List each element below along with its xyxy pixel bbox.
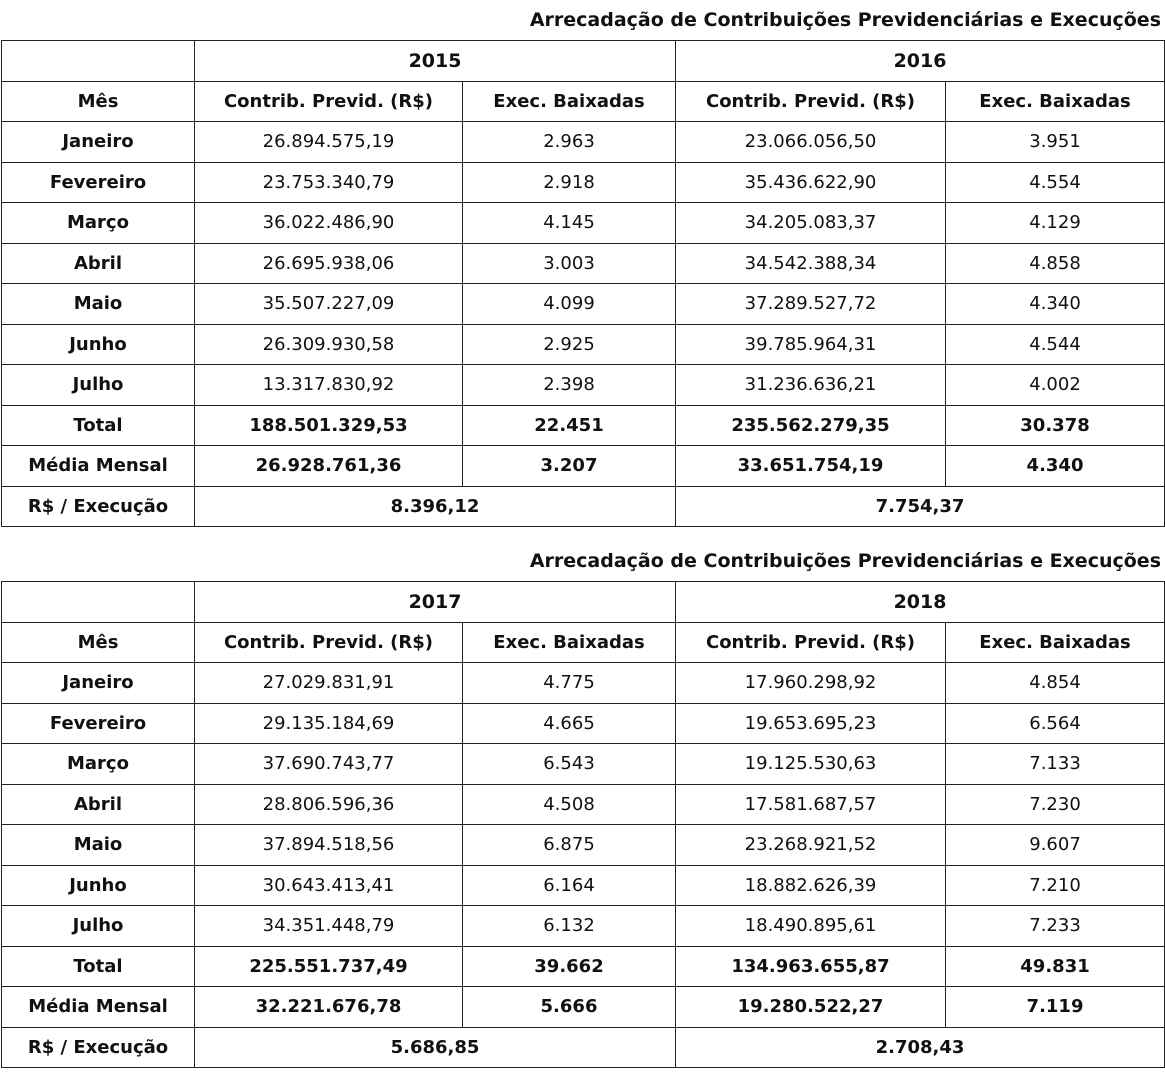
month-cell: Junho: [2, 324, 195, 365]
month-column-header: Mês: [2, 622, 195, 663]
exec-column-header: Exec. Baixadas: [463, 622, 676, 663]
total-label: Total: [2, 405, 195, 446]
exec-cell: 4.858: [946, 243, 1165, 284]
contrib-cell: 17.960.298,92: [676, 663, 946, 704]
ratio-row: [2, 1027, 1165, 1068]
ratio-value-cell: 5.686,85: [195, 1027, 676, 1068]
total-row: [2, 946, 1165, 987]
contrib-cell: 17.581.687,57: [676, 784, 946, 825]
table-row: [2, 122, 1165, 163]
contrib-cell: 23.753.340,79: [195, 162, 463, 203]
total-contrib-cell: 188.501.329,53: [195, 405, 463, 446]
exec-cell: 2.398: [463, 365, 676, 406]
month-cell: Abril: [2, 784, 195, 825]
exec-cell: 6.875: [463, 825, 676, 866]
table-block-2017-2018: [0, 541, 1165, 1068]
monthly-average-label: Média Mensal: [2, 446, 195, 487]
contrib-cell: 34.542.388,34: [676, 243, 946, 284]
total-exec-cell: 30.378: [946, 405, 1165, 446]
year-header: 2018: [676, 582, 1165, 623]
year-header-row: [2, 582, 1165, 623]
contrib-cell: 30.643.413,41: [195, 865, 463, 906]
total-exec-cell: 49.831: [946, 946, 1165, 987]
table-row: [2, 663, 1165, 704]
contrib-cell: 37.894.518,56: [195, 825, 463, 866]
table-row: [2, 825, 1165, 866]
table-row: [2, 162, 1165, 203]
exec-cell: 4.129: [946, 203, 1165, 244]
ratio-label: R$ / Execução: [2, 1027, 195, 1068]
exec-cell: 6.543: [463, 744, 676, 785]
total-exec-cell: 22.451: [463, 405, 676, 446]
month-cell: Janeiro: [2, 122, 195, 163]
average-exec-cell: 5.666: [463, 987, 676, 1028]
contrib-cell: 18.882.626,39: [676, 865, 946, 906]
contrib-cell: 26.695.938,06: [195, 243, 463, 284]
table-row: [2, 906, 1165, 947]
contrib-cell: 18.490.895,61: [676, 906, 946, 947]
table-row: [2, 865, 1165, 906]
exec-cell: 7.210: [946, 865, 1165, 906]
contrib-cell: 35.507.227,09: [195, 284, 463, 325]
ratio-value-cell: 2.708,43: [676, 1027, 1165, 1068]
exec-cell: 2.963: [463, 122, 676, 163]
column-header-row: [2, 81, 1165, 122]
month-cell: Março: [2, 203, 195, 244]
contrib-cell: 27.029.831,91: [195, 663, 463, 704]
table-row: [2, 365, 1165, 406]
exec-cell: 4.775: [463, 663, 676, 704]
total-contrib-cell: 235.562.279,35: [676, 405, 946, 446]
exec-cell: 7.230: [946, 784, 1165, 825]
exec-cell: 4.508: [463, 784, 676, 825]
month-cell: Janeiro: [2, 663, 195, 704]
exec-column-header: Exec. Baixadas: [946, 81, 1165, 122]
average-contrib-cell: 19.280.522,27: [676, 987, 946, 1028]
contrib-cell: 36.022.486,90: [195, 203, 463, 244]
contrib-column-header: Contrib. Previd. (R$): [676, 81, 946, 122]
contrib-cell: 26.309.930,58: [195, 324, 463, 365]
exec-cell: 3.951: [946, 122, 1165, 163]
month-cell: Abril: [2, 243, 195, 284]
exec-cell: 3.003: [463, 243, 676, 284]
month-cell: Junho: [2, 865, 195, 906]
exec-cell: 4.665: [463, 703, 676, 744]
exec-cell: 4.554: [946, 162, 1165, 203]
contrib-cell: 26.894.575,19: [195, 122, 463, 163]
contrib-column-header: Contrib. Previd. (R$): [195, 81, 463, 122]
average-exec-cell: 4.340: [946, 446, 1165, 487]
contrib-cell: 23.066.056,50: [676, 122, 946, 163]
month-cell: Maio: [2, 284, 195, 325]
contrib-cell: 37.690.743,77: [195, 744, 463, 785]
exec-cell: 4.099: [463, 284, 676, 325]
monthly-average-row: [2, 987, 1165, 1028]
monthly-average-label: Média Mensal: [2, 987, 195, 1028]
year-header: 2016: [676, 41, 1165, 82]
total-contrib-cell: 134.963.655,87: [676, 946, 946, 987]
contrib-cell: 28.806.596,36: [195, 784, 463, 825]
exec-column-header: Exec. Baixadas: [946, 622, 1165, 663]
exec-cell: 6.164: [463, 865, 676, 906]
table-row: [2, 243, 1165, 284]
year-header-row: [2, 41, 1165, 82]
contrib-cell: 34.351.448,79: [195, 906, 463, 947]
month-cell: Fevereiro: [2, 703, 195, 744]
exec-cell: 4.002: [946, 365, 1165, 406]
exec-cell: 2.925: [463, 324, 676, 365]
average-contrib-cell: 32.221.676,78: [195, 987, 463, 1028]
ratio-label: R$ / Execução: [2, 486, 195, 527]
table-row: [2, 744, 1165, 785]
contrib-column-header: Contrib. Previd. (R$): [195, 622, 463, 663]
average-contrib-cell: 26.928.761,36: [195, 446, 463, 487]
exec-cell: 9.607: [946, 825, 1165, 866]
total-row: [2, 405, 1165, 446]
contrib-column-header: Contrib. Previd. (R$): [676, 622, 946, 663]
exec-cell: 4.145: [463, 203, 676, 244]
contrib-cell: 39.785.964,31: [676, 324, 946, 365]
empty-corner-cell: [2, 41, 195, 82]
column-header-row: [2, 622, 1165, 663]
contrib-cell: 19.125.530,63: [676, 744, 946, 785]
contrib-cell: 35.436.622,90: [676, 162, 946, 203]
month-cell: Março: [2, 744, 195, 785]
ratio-value-cell: 8.396,12: [195, 486, 676, 527]
average-exec-cell: 7.119: [946, 987, 1165, 1028]
exec-cell: 4.544: [946, 324, 1165, 365]
month-column-header: Mês: [2, 81, 195, 122]
table-row: [2, 703, 1165, 744]
month-cell: Maio: [2, 825, 195, 866]
table-title: Arrecadação de Contribuições Previdenciárias e Execuções: [529, 9, 1161, 31]
contrib-cell: 34.205.083,37: [676, 203, 946, 244]
exec-cell: 6.564: [946, 703, 1165, 744]
total-exec-cell: 39.662: [463, 946, 676, 987]
ratio-value-cell: 7.754,37: [676, 486, 1165, 527]
data-table: [1, 581, 1165, 1068]
total-label: Total: [2, 946, 195, 987]
empty-corner-cell: [2, 582, 195, 623]
data-table: [1, 40, 1165, 527]
contrib-cell: 31.236.636,21: [676, 365, 946, 406]
month-cell: Julho: [2, 906, 195, 947]
ratio-row: [2, 486, 1165, 527]
year-header: 2017: [195, 582, 676, 623]
contrib-cell: 19.653.695,23: [676, 703, 946, 744]
contrib-cell: 29.135.184,69: [195, 703, 463, 744]
table-title: Arrecadação de Contribuições Previdenciárias e Execuções: [529, 550, 1161, 572]
exec-cell: 2.918: [463, 162, 676, 203]
contrib-cell: 23.268.921,52: [676, 825, 946, 866]
average-contrib-cell: 33.651.754,19: [676, 446, 946, 487]
exec-cell: 7.133: [946, 744, 1165, 785]
exec-cell: 6.132: [463, 906, 676, 947]
month-cell: Julho: [2, 365, 195, 406]
exec-column-header: Exec. Baixadas: [463, 81, 676, 122]
table-block-2015-2016: [0, 0, 1165, 527]
exec-cell: 7.233: [946, 906, 1165, 947]
total-contrib-cell: 225.551.737,49: [195, 946, 463, 987]
average-exec-cell: 3.207: [463, 446, 676, 487]
table-row: [2, 324, 1165, 365]
table-row: [2, 203, 1165, 244]
contrib-cell: 13.317.830,92: [195, 365, 463, 406]
table-row: [2, 284, 1165, 325]
table-row: [2, 784, 1165, 825]
month-cell: Fevereiro: [2, 162, 195, 203]
monthly-average-row: [2, 446, 1165, 487]
year-header: 2015: [195, 41, 676, 82]
exec-cell: 4.340: [946, 284, 1165, 325]
contrib-cell: 37.289.527,72: [676, 284, 946, 325]
exec-cell: 4.854: [946, 663, 1165, 704]
